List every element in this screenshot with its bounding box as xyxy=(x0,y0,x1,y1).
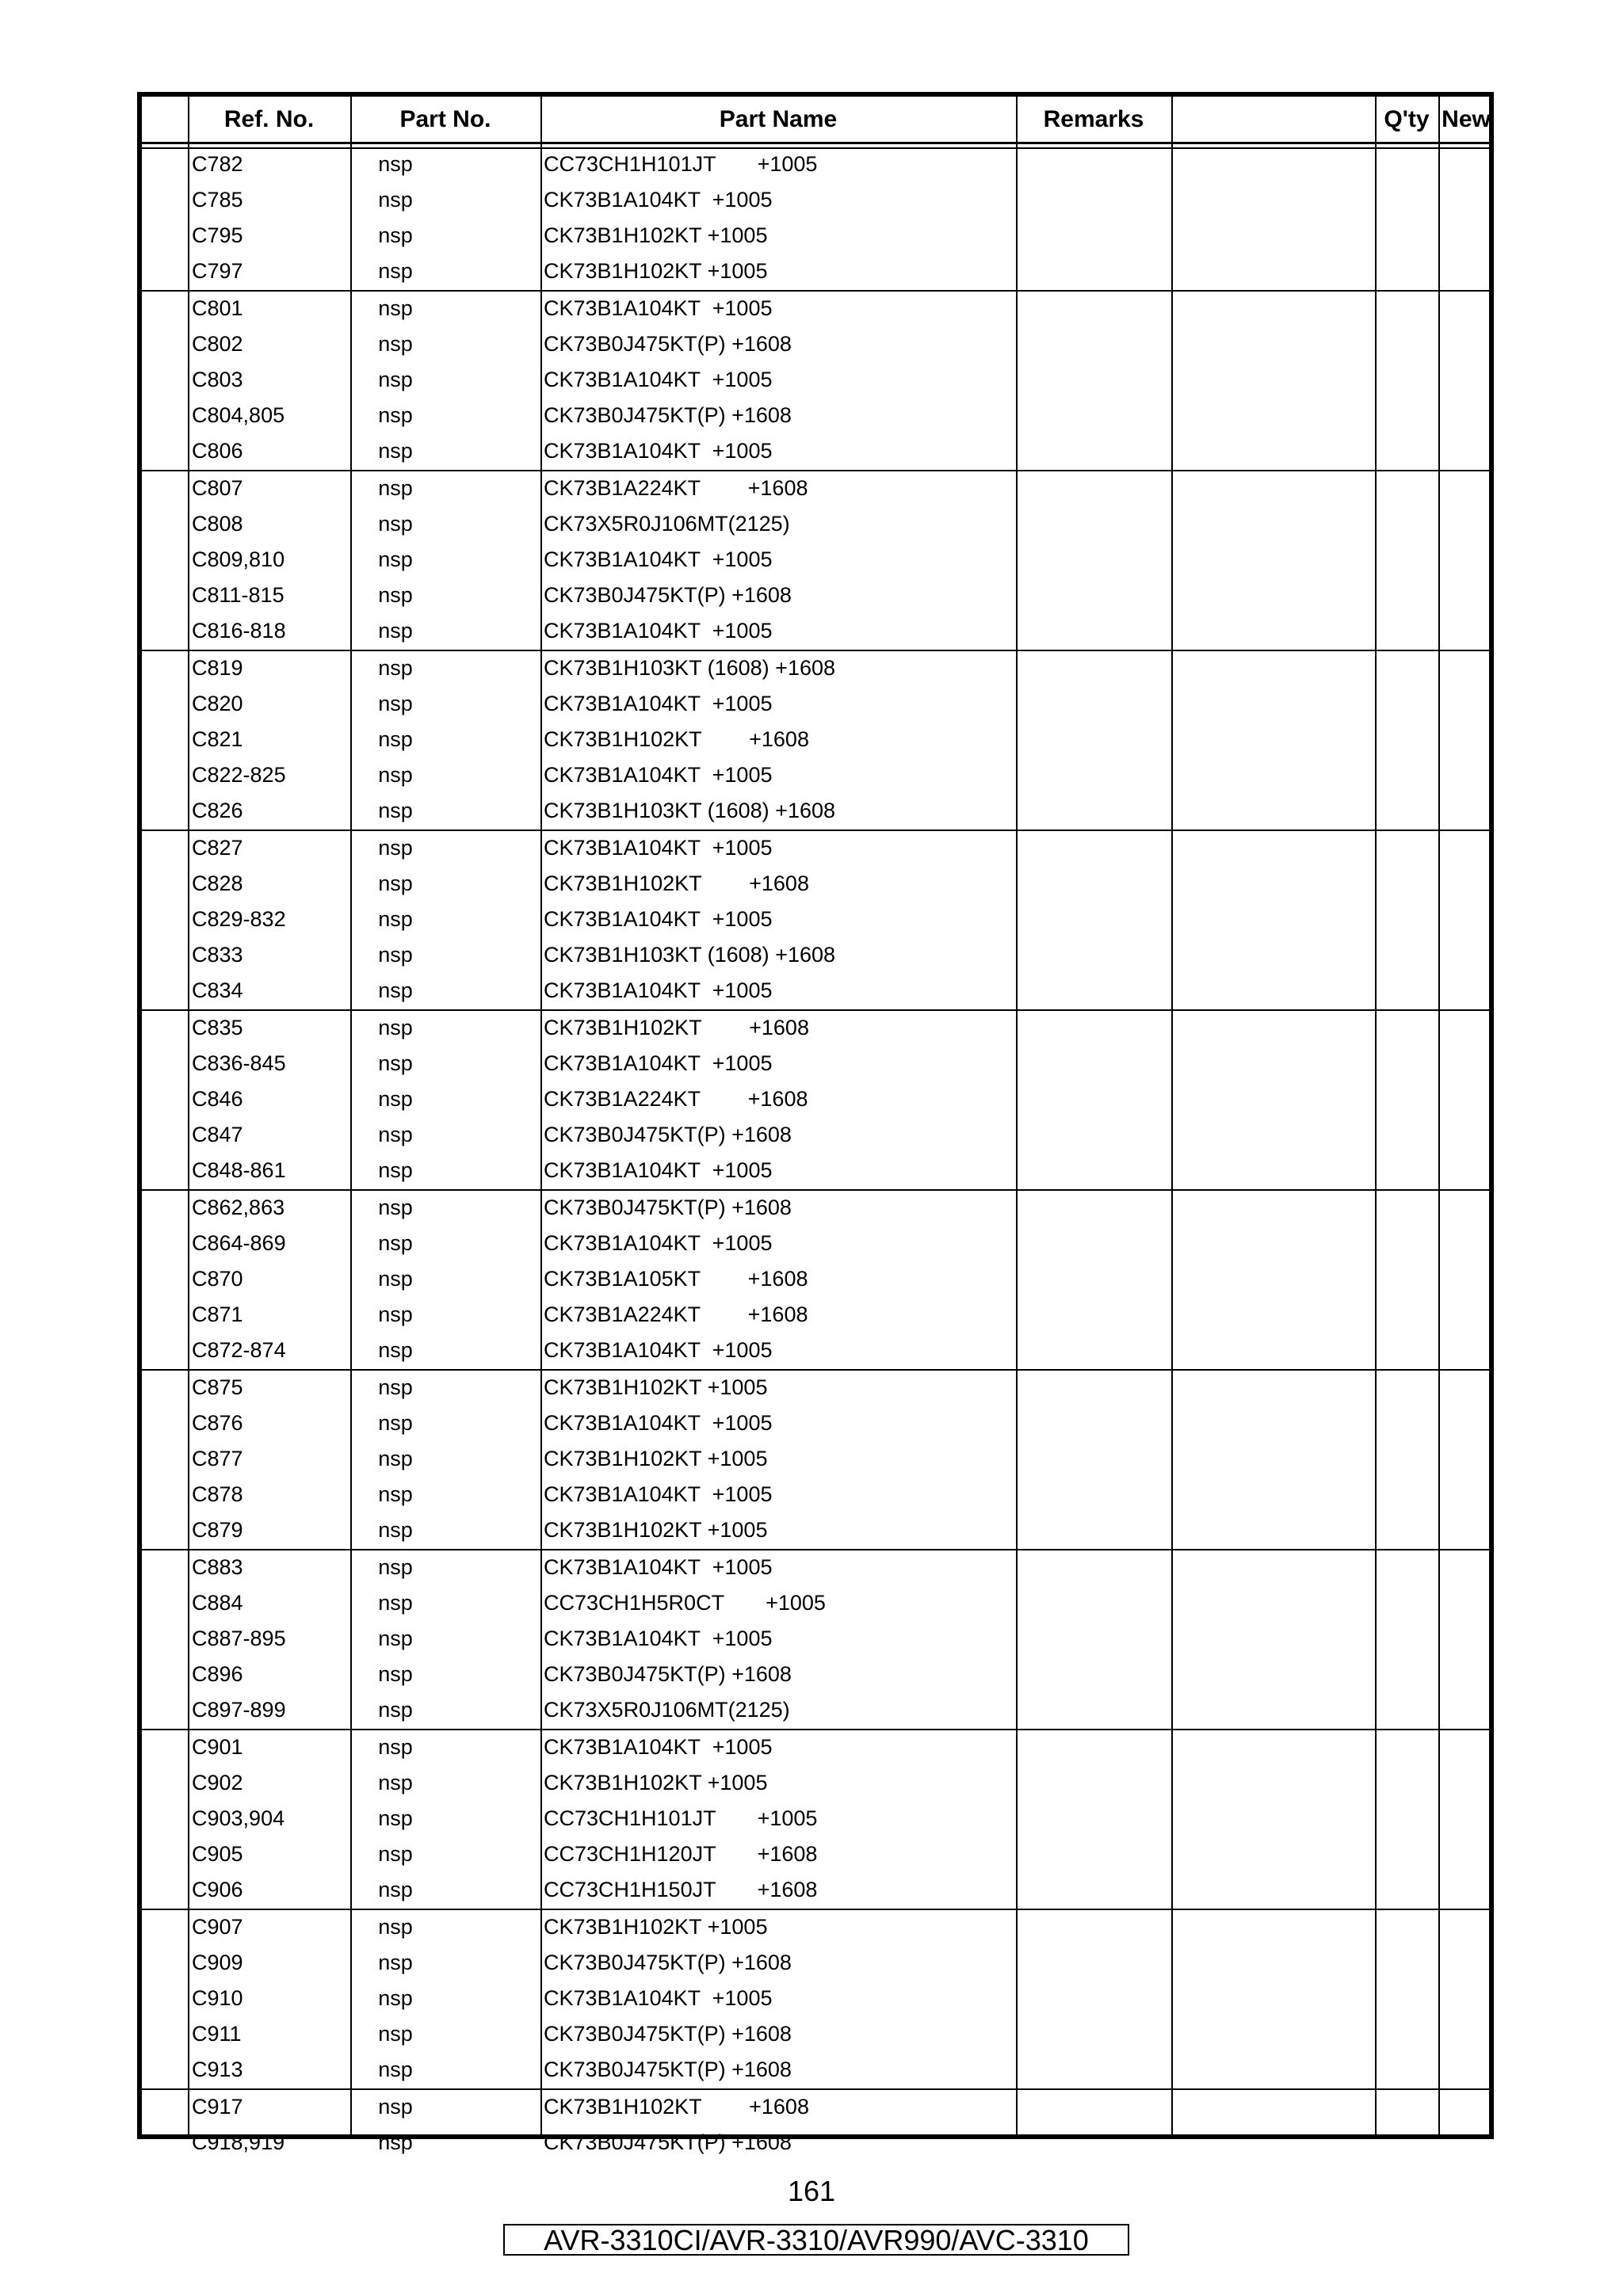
header-ref-no: Ref. No. xyxy=(223,106,315,132)
table-row xyxy=(142,471,1489,507)
part-no-cell: nsp xyxy=(378,1482,413,1506)
part-name-cell: CK73B1H102KT +1005 xyxy=(544,1518,768,1542)
part-no-cell: nsp xyxy=(378,1051,413,1075)
part-name-cell: CK73B1A104KT +1005 xyxy=(544,1338,773,1362)
part-name-cell: CK73B0J475KT(P) +1608 xyxy=(544,332,792,356)
part-no-cell: nsp xyxy=(378,619,413,643)
part-name-cell: CK73B0J475KT(P) +1608 xyxy=(544,2130,792,2154)
part-no-cell: nsp xyxy=(378,2022,413,2046)
table-body xyxy=(142,147,1489,2161)
ref-no-cell: C797 xyxy=(192,259,243,283)
ref-no-cell: C910 xyxy=(192,1986,243,2010)
part-name-cell: CC73CH1H150JT +1608 xyxy=(544,1878,818,1901)
ref-no-cell: C809,810 xyxy=(192,547,285,571)
part-no-cell: nsp xyxy=(378,296,413,320)
part-name-cell: CK73B1A104KT +1005 xyxy=(544,692,773,715)
ref-no-cell: C804,805 xyxy=(192,403,285,427)
table-header xyxy=(142,97,1489,144)
ref-no-cell: C847 xyxy=(192,1123,243,1146)
table-row xyxy=(142,1226,1489,1262)
part-name-cell: CK73B1H102KT +1005 xyxy=(544,1447,768,1470)
part-no-cell: nsp xyxy=(378,1267,413,1291)
part-name-cell: CK73B1H102KT +1005 xyxy=(544,259,768,283)
part-no-cell: nsp xyxy=(378,1986,413,2010)
part-no-cell: nsp xyxy=(378,439,413,463)
part-no-cell: nsp xyxy=(378,332,413,356)
part-name-cell: CK73B1H102KT +1608 xyxy=(544,727,809,751)
part-name-cell: CK73B1A104KT +1005 xyxy=(544,907,773,931)
part-no-cell: nsp xyxy=(378,1087,413,1111)
part-no-cell: nsp xyxy=(378,1842,413,1866)
part-no-cell: nsp xyxy=(378,1555,413,1579)
part-no-cell: nsp xyxy=(378,2058,413,2081)
part-name-cell: CK73B0J475KT(P) +1608 xyxy=(544,2022,792,2046)
ref-no-cell: C913 xyxy=(192,2058,243,2081)
part-name-cell: CK73B1H102KT +1005 xyxy=(544,1375,768,1399)
row-group xyxy=(142,1011,1489,1191)
ref-no-cell: C917 xyxy=(192,2095,243,2119)
part-no-cell: nsp xyxy=(378,1951,413,1974)
table-row xyxy=(142,1657,1489,1693)
part-name-cell: CC73CH1H101JT +1005 xyxy=(544,1806,818,1830)
part-no-cell: nsp xyxy=(378,1123,413,1146)
table-row xyxy=(142,1693,1489,1729)
part-no-cell: nsp xyxy=(378,1016,413,1039)
part-name-cell: CK73B1A224KT +1608 xyxy=(544,1302,808,1326)
part-no-cell: nsp xyxy=(378,907,413,931)
part-no-cell: nsp xyxy=(378,1375,413,1399)
table-row xyxy=(142,1730,1489,1766)
part-name-cell: CK73B1A105KT +1608 xyxy=(544,1267,808,1291)
part-name-cell: CK73B1A104KT +1005 xyxy=(544,978,773,1002)
table-row xyxy=(142,219,1489,254)
part-no-cell: nsp xyxy=(378,1915,413,1939)
row-group xyxy=(142,292,1489,471)
table-row xyxy=(142,1406,1489,1442)
part-name-cell: CK73B1A104KT +1005 xyxy=(544,1231,773,1255)
ref-no-cell: C848-861 xyxy=(192,1158,286,1182)
ref-no-cell: C807 xyxy=(192,476,243,500)
ref-no-cell: C835 xyxy=(192,1016,243,1039)
part-no-cell: nsp xyxy=(378,799,413,822)
part-name-cell: CK73B1H103KT (1608) +1608 xyxy=(544,656,836,680)
table-row xyxy=(142,1191,1489,1226)
table-row xyxy=(142,1873,1489,1909)
model-name-box: AVR-3310CI/AVR-3310/AVR990/AVC-3310 xyxy=(503,2224,1129,2256)
ref-no-cell: C896 xyxy=(192,1662,243,1686)
part-name-cell: CK73X5R0J106MT(2125) xyxy=(544,512,790,536)
part-no-cell: nsp xyxy=(378,1158,413,1182)
part-name-cell: CK73B1A104KT +1005 xyxy=(544,439,773,463)
part-name-cell: CK73B0J475KT(P) +1608 xyxy=(544,1123,792,1146)
part-no-cell: nsp xyxy=(378,1771,413,1794)
part-name-cell: CK73B1A104KT +1005 xyxy=(544,188,773,212)
part-no-cell: nsp xyxy=(378,1518,413,1542)
table-row xyxy=(142,254,1489,290)
part-name-cell: CK73B1H102KT +1005 xyxy=(544,1771,768,1794)
table-row xyxy=(142,147,1489,183)
part-no-cell: nsp xyxy=(378,656,413,680)
ref-no-cell: C862,863 xyxy=(192,1196,285,1219)
table-row xyxy=(142,1586,1489,1622)
part-name-cell: CK73B1A104KT +1005 xyxy=(544,1735,773,1759)
part-no-cell: nsp xyxy=(378,871,413,895)
ref-no-cell: C829-832 xyxy=(192,907,286,931)
table-row xyxy=(142,183,1489,219)
table-row xyxy=(142,1766,1489,1802)
parts-list-table xyxy=(137,92,1494,2154)
table-row xyxy=(142,507,1489,543)
part-name-cell: CC73CH1H101JT +1005 xyxy=(544,152,818,176)
header-new: New xyxy=(1442,106,1491,132)
part-name-cell: CK73B0J475KT(P) +1608 xyxy=(544,1951,792,1974)
table-row xyxy=(142,578,1489,614)
part-no-cell: nsp xyxy=(378,1196,413,1219)
part-name-cell: CK73B1A104KT +1005 xyxy=(544,547,773,571)
part-no-cell: nsp xyxy=(378,763,413,787)
ref-no-cell: C811-815 xyxy=(192,583,285,607)
table-row xyxy=(142,1550,1489,1586)
row-group xyxy=(142,471,1489,651)
part-name-cell: CK73B1A224KT +1608 xyxy=(544,1087,808,1111)
part-no-cell: nsp xyxy=(378,1338,413,1362)
part-name-cell: CK73B1A104KT +1005 xyxy=(544,619,773,643)
row-group xyxy=(142,1730,1489,1910)
part-no-cell: nsp xyxy=(378,152,413,176)
ref-no-cell: C822-825 xyxy=(192,763,286,787)
part-no-cell: nsp xyxy=(378,2095,413,2119)
part-no-cell: nsp xyxy=(378,512,413,536)
part-no-cell: nsp xyxy=(378,1627,413,1650)
part-name-cell: CK73B1A104KT +1005 xyxy=(544,1051,773,1075)
ref-no-cell: C803 xyxy=(192,368,243,391)
ref-no-cell: C864-869 xyxy=(192,1231,286,1255)
table-row xyxy=(142,327,1489,363)
part-no-cell: nsp xyxy=(378,403,413,427)
table-row xyxy=(142,1298,1489,1333)
table-row xyxy=(142,399,1489,434)
part-name-cell: CK73X5R0J106MT(2125) xyxy=(544,1698,790,1722)
table-row xyxy=(142,2126,1489,2161)
part-no-cell: nsp xyxy=(378,1878,413,1901)
part-name-cell: CK73B0J475KT(P) +1608 xyxy=(544,583,792,607)
table-row xyxy=(142,1371,1489,1406)
part-name-cell: CK73B1H102KT +1608 xyxy=(544,1016,809,1039)
part-name-cell: CK73B1H102KT +1608 xyxy=(544,2095,809,2119)
part-no-cell: nsp xyxy=(378,547,413,571)
table-row xyxy=(142,758,1489,794)
part-no-cell: nsp xyxy=(378,943,413,967)
part-no-cell: nsp xyxy=(378,727,413,751)
ref-no-cell: C816-818 xyxy=(192,619,286,643)
table-row xyxy=(142,974,1489,1009)
row-group xyxy=(142,2090,1489,2161)
row-group xyxy=(142,1371,1489,1550)
ref-no-cell: C907 xyxy=(192,1915,243,1939)
table-row xyxy=(142,363,1489,399)
ref-no-cell: C795 xyxy=(192,223,243,247)
table-row xyxy=(142,1262,1489,1298)
ref-no-cell: C884 xyxy=(192,1591,243,1615)
part-no-cell: nsp xyxy=(378,1662,413,1686)
part-no-cell: nsp xyxy=(378,1302,413,1326)
row-group xyxy=(142,1191,1489,1371)
part-name-cell: CK73B0J475KT(P) +1608 xyxy=(544,1662,792,1686)
part-name-cell: CK73B1A104KT +1005 xyxy=(544,1555,773,1579)
ref-no-cell: C878 xyxy=(192,1482,243,1506)
ref-no-cell: C801 xyxy=(192,296,243,320)
part-no-cell: nsp xyxy=(378,223,413,247)
row-group xyxy=(142,1910,1489,2090)
ref-no-cell: C909 xyxy=(192,1951,243,1974)
ref-no-cell: C802 xyxy=(192,332,243,356)
table-row xyxy=(142,651,1489,687)
ref-no-cell: C836-845 xyxy=(192,1051,286,1075)
part-name-cell: CK73B1A104KT +1005 xyxy=(544,1411,773,1435)
part-no-cell: nsp xyxy=(378,476,413,500)
part-name-cell: CC73CH1H5R0CT +1005 xyxy=(544,1591,826,1615)
table-row xyxy=(142,2090,1489,2126)
table-row xyxy=(142,1442,1489,1478)
table-row xyxy=(142,1047,1489,1082)
row-group xyxy=(142,1550,1489,1730)
part-name-cell: CK73B1A104KT +1005 xyxy=(544,1482,773,1506)
table-row xyxy=(142,1082,1489,1118)
row-group xyxy=(142,651,1489,831)
part-name-cell: CK73B1A104KT +1005 xyxy=(544,1627,773,1650)
part-name-cell: CK73B0J475KT(P) +1608 xyxy=(544,1196,792,1219)
part-name-cell: CK73B1A104KT +1005 xyxy=(544,368,773,391)
part-no-cell: nsp xyxy=(378,1231,413,1255)
part-no-cell: nsp xyxy=(378,1735,413,1759)
ref-no-cell: C846 xyxy=(192,1087,243,1111)
table-row xyxy=(142,614,1489,650)
table-row xyxy=(142,1333,1489,1369)
page-number: 161 xyxy=(787,2175,836,2207)
table-row xyxy=(142,1118,1489,1154)
header-remarks: Remarks xyxy=(1043,106,1144,132)
ref-no-cell: C828 xyxy=(192,871,243,895)
part-no-cell: nsp xyxy=(378,692,413,715)
part-no-cell: nsp xyxy=(378,1806,413,1830)
table-row xyxy=(142,938,1489,974)
table-row xyxy=(142,1011,1489,1047)
part-no-cell: nsp xyxy=(378,1447,413,1470)
ref-no-cell: C806 xyxy=(192,439,243,463)
table-row xyxy=(142,687,1489,723)
ref-no-cell: C808 xyxy=(192,512,243,536)
header-part-no: Part No. xyxy=(399,106,491,132)
part-name-cell: CK73B1H103KT (1608) +1608 xyxy=(544,943,836,967)
table-row xyxy=(142,1513,1489,1549)
table-row xyxy=(142,867,1489,902)
table-row xyxy=(142,1622,1489,1657)
ref-no-cell: C918,919 xyxy=(192,2130,285,2154)
part-no-cell: nsp xyxy=(378,1591,413,1615)
ref-no-cell: C875 xyxy=(192,1375,243,1399)
header-qty: Q'ty xyxy=(1384,106,1430,132)
table-row xyxy=(142,831,1489,867)
part-name-cell: CC73CH1H120JT +1608 xyxy=(544,1842,818,1866)
part-name-cell: CK73B1H102KT +1005 xyxy=(544,223,768,247)
part-no-cell: nsp xyxy=(378,188,413,212)
part-no-cell: nsp xyxy=(378,583,413,607)
row-group xyxy=(142,831,1489,1011)
table-row xyxy=(142,1981,1489,2017)
header-part-name: Part Name xyxy=(719,106,838,132)
ref-no-cell: C834 xyxy=(192,978,243,1002)
table-row xyxy=(142,1154,1489,1189)
part-name-cell: CK73B0J475KT(P) +1608 xyxy=(544,2058,792,2081)
part-no-cell: nsp xyxy=(378,1698,413,1722)
ref-no-cell: C782 xyxy=(192,152,243,176)
table-row xyxy=(142,1837,1489,1873)
ref-no-cell: C872-874 xyxy=(192,1338,286,1362)
ref-no-cell: C826 xyxy=(192,799,243,822)
ref-no-cell: C883 xyxy=(192,1555,243,1579)
table-row xyxy=(142,723,1489,758)
table-row xyxy=(142,434,1489,470)
part-name-cell: CK73B1H103KT (1608) +1608 xyxy=(544,799,836,822)
part-no-cell: nsp xyxy=(378,1411,413,1435)
part-no-cell: nsp xyxy=(378,368,413,391)
part-name-cell: CK73B1A104KT +1005 xyxy=(544,1986,773,2010)
ref-no-cell: C821 xyxy=(192,727,243,751)
table-row xyxy=(142,1802,1489,1837)
part-no-cell: nsp xyxy=(378,259,413,283)
part-name-cell: CK73B0J475KT(P) +1608 xyxy=(544,403,792,427)
ref-no-cell: C876 xyxy=(192,1411,243,1435)
part-name-cell: CK73B1A104KT +1005 xyxy=(544,296,773,320)
ref-no-cell: C877 xyxy=(192,1447,243,1470)
ref-no-cell: C785 xyxy=(192,188,243,212)
table-row xyxy=(142,1946,1489,1981)
ref-no-cell: C902 xyxy=(192,1771,243,1794)
ref-no-cell: C897-899 xyxy=(192,1698,286,1722)
part-no-cell: nsp xyxy=(378,2130,413,2154)
part-name-cell: CK73B1A104KT +1005 xyxy=(544,836,773,860)
ref-no-cell: C905 xyxy=(192,1842,243,1866)
ref-no-cell: C833 xyxy=(192,943,243,967)
part-name-cell: CK73B1A104KT +1005 xyxy=(544,1158,773,1182)
table-row xyxy=(142,543,1489,578)
part-name-cell: CK73B1H102KT +1608 xyxy=(544,871,809,895)
ref-no-cell: C901 xyxy=(192,1735,243,1759)
table-row xyxy=(142,1478,1489,1513)
part-name-cell: CK73B1A104KT +1005 xyxy=(544,763,773,787)
table-row xyxy=(142,1910,1489,1946)
ref-no-cell: C827 xyxy=(192,836,243,860)
table-row xyxy=(142,902,1489,938)
row-group xyxy=(142,147,1489,292)
ref-no-cell: C906 xyxy=(192,1878,243,1901)
ref-no-cell: C903,904 xyxy=(192,1806,285,1830)
ref-no-cell: C819 xyxy=(192,656,243,680)
table-row xyxy=(142,292,1489,327)
ref-no-cell: C879 xyxy=(192,1518,243,1542)
table-row xyxy=(142,2053,1489,2088)
part-name-cell: CK73B1A224KT +1608 xyxy=(544,476,808,500)
ref-no-cell: C871 xyxy=(192,1302,243,1326)
table-row xyxy=(142,794,1489,830)
ref-no-cell: C870 xyxy=(192,1267,243,1291)
ref-no-cell: C887-895 xyxy=(192,1627,286,1650)
ref-no-cell: C820 xyxy=(192,692,243,715)
part-no-cell: nsp xyxy=(378,836,413,860)
table-row xyxy=(142,2017,1489,2053)
part-name-cell: CK73B1H102KT +1005 xyxy=(544,1915,768,1939)
ref-no-cell: C911 xyxy=(192,2022,242,2046)
part-no-cell: nsp xyxy=(378,978,413,1002)
